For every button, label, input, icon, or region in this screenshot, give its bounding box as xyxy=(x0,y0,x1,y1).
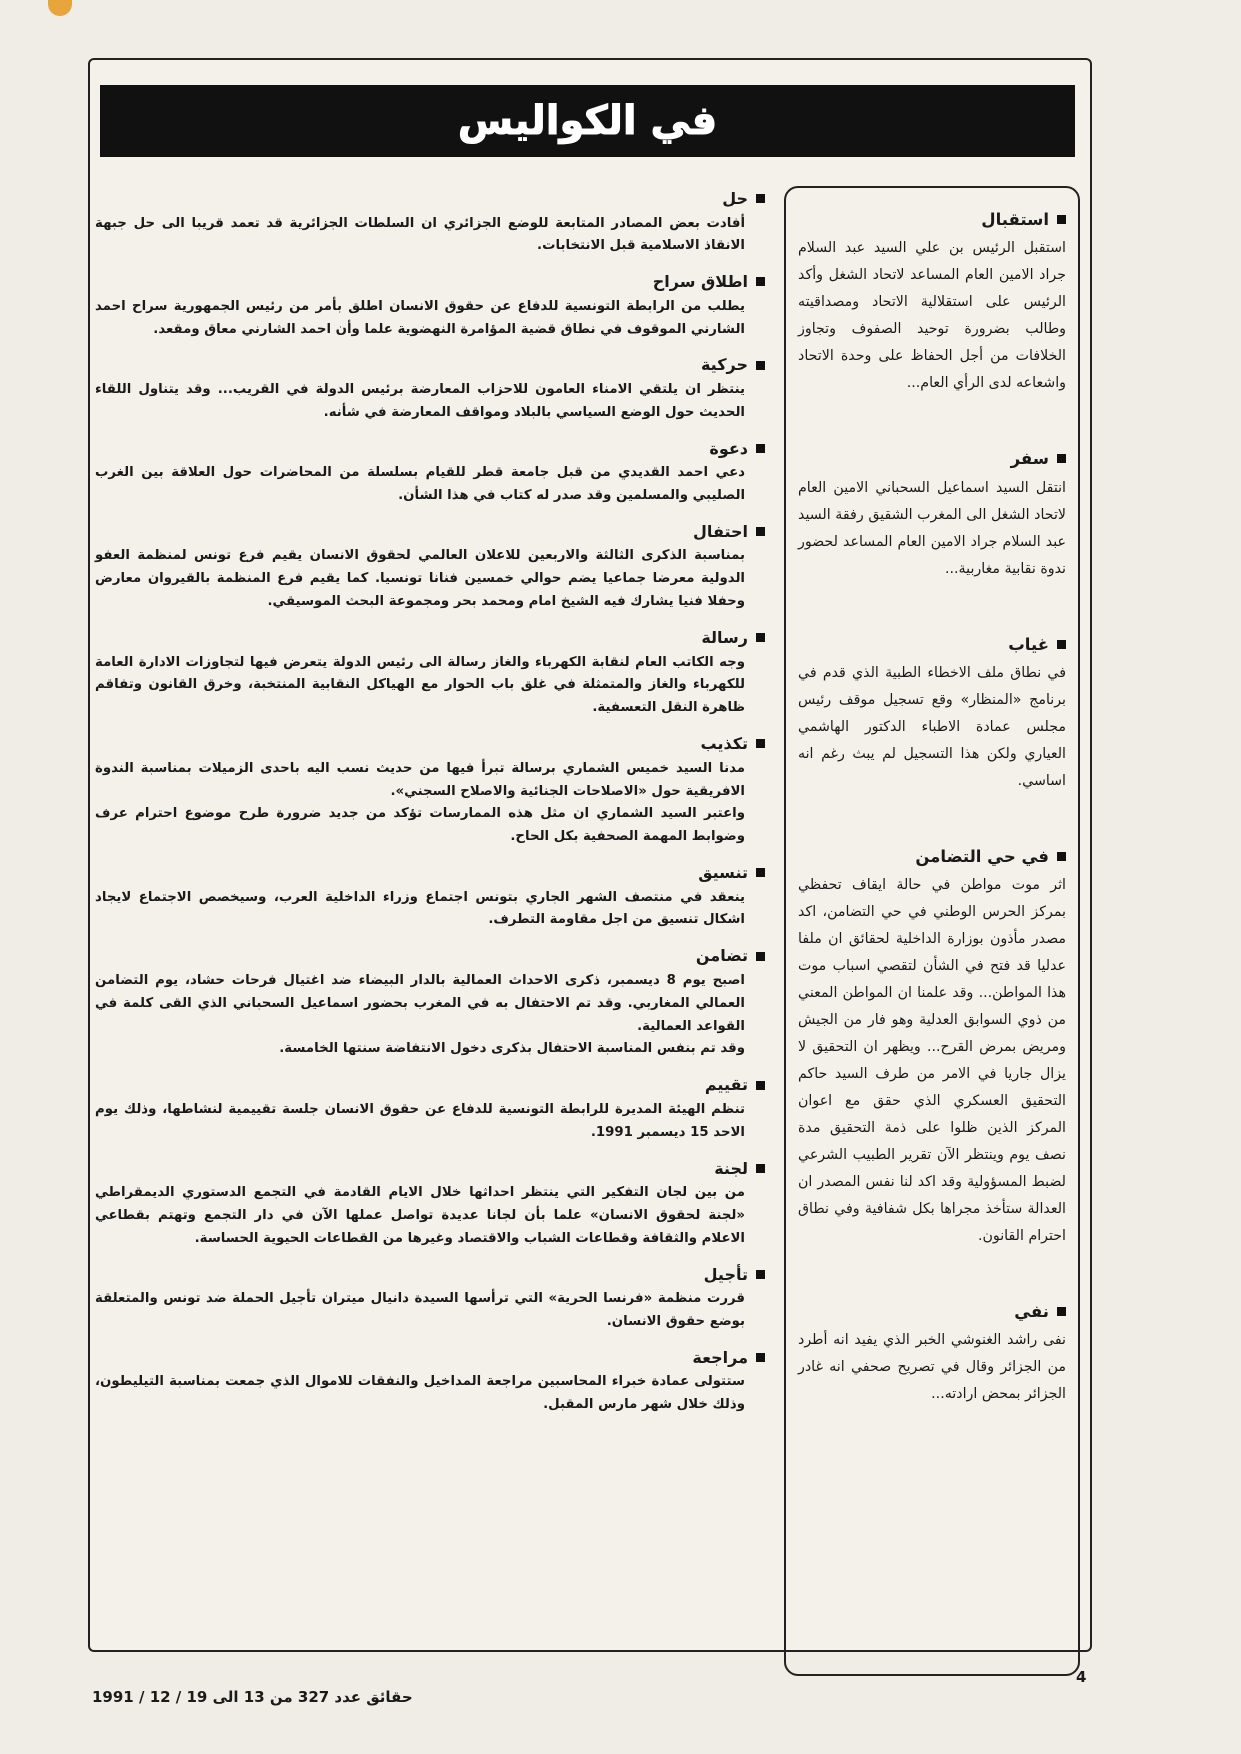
news-item xyxy=(95,624,765,720)
news-item-heading xyxy=(95,859,765,887)
square-bullet-icon xyxy=(1057,852,1066,861)
news-item xyxy=(95,859,765,932)
square-bullet-icon xyxy=(756,1270,765,1279)
news-item-body: واعتبر السيد الشماري ان مثل هذه الممارسات تؤكد من جديد ضرورة طرح موضوع احترام عرف وضوابط المهمة الصحفية بكل الحاح. xyxy=(95,806,745,845)
news-item-heading xyxy=(95,1071,765,1099)
news-item-body: ينعقد في منتصف الشهر الجاري بتونس اجتماع وزراء الداخلية العرب، وسيخصص الاجتماع لايجاد اشكال تنسيق من اجل مقاومة التطرف. xyxy=(95,889,745,928)
square-bullet-icon xyxy=(1057,215,1066,224)
square-bullet-icon xyxy=(756,361,765,370)
news-item xyxy=(95,1071,765,1144)
news-item xyxy=(95,1155,765,1251)
news-item-heading xyxy=(798,204,1066,235)
news-item xyxy=(95,435,765,508)
news-item xyxy=(95,1344,765,1417)
news-item-heading-text: مراجعة xyxy=(692,1347,748,1367)
news-item-heading xyxy=(798,841,1066,872)
section-title-bar xyxy=(100,85,1075,157)
news-item-heading xyxy=(798,629,1066,660)
news-item-heading xyxy=(95,185,765,213)
news-item-heading-text: احتفال xyxy=(693,521,748,541)
news-item-heading xyxy=(798,443,1066,474)
news-item-body: نفى راشد الغنوشي الخبر الذي يفيد انه أطرد من الجزائر وقال في تصريح صحفي انه غادر الجزائر بمحض ارادته... xyxy=(798,1332,1066,1403)
news-item-heading xyxy=(95,518,765,546)
news-item xyxy=(798,629,1066,795)
news-item xyxy=(798,1296,1066,1408)
square-bullet-icon xyxy=(756,1081,765,1090)
news-item-heading-text: تكذيب xyxy=(700,734,748,754)
news-item-heading-text: استقبال xyxy=(981,210,1049,229)
news-item xyxy=(95,351,765,424)
square-bullet-icon xyxy=(756,277,765,286)
square-bullet-icon xyxy=(756,444,765,453)
news-item-heading xyxy=(95,351,765,379)
news-item-body: دعي احمد القديدي من قبل جامعة قطر للقيام بسلسلة من المحاضرات حول العلاقة بين الغرب الصليبي والمسلمين وقد صدر له كتاب في هذا الشأن. xyxy=(95,465,745,504)
square-bullet-icon xyxy=(756,952,765,961)
news-item-heading xyxy=(95,1155,765,1183)
news-item-heading-text: اطلاق سراح xyxy=(652,272,748,292)
news-item xyxy=(95,730,765,849)
corner-tab-mark xyxy=(48,0,72,16)
news-item-heading xyxy=(798,1296,1066,1327)
news-item-heading-text: في حي التضامن xyxy=(915,846,1049,866)
news-item-heading xyxy=(95,942,765,970)
news-item-body: استقبل الرئيس بن علي السيد عبد السلام جراد الامين العام المساعد لاتحاد الشغل وأكد الرئيس على استقلالية الاتحاد ومصداقيته وطالب بضرورة توحيد الصفوف وتجاوز الخلافات من أجل الحفاظ على وحدة الاتحاد واشعاعه لدى الرأي العام... xyxy=(798,240,1066,392)
news-item-body: من بين لجان التفكير التي ينتظر احداثها خلال الايام القادمة في التجمع الدستوري الديمقراطي «لجنة لحقوق الانسان» علما بأن لجانا عديدة تواصل عملها الآن في دار التجمع وتهتم بقطاعي الاعلام والثقافة وقطاعات الشباب والاقتصاد وغيرها من القطاعات الحيوية الحساسة. xyxy=(95,1185,745,1246)
news-item-body: أفادت بعض المصادر المتابعة للوضع الجزائري ان السلطات الجزائرية قد تعمد قريبا الى حل جبهة الانقاذ الاسلامية قبل الانتخابات. xyxy=(95,215,745,254)
square-bullet-icon xyxy=(1057,640,1066,649)
square-bullet-icon xyxy=(756,527,765,536)
square-bullet-icon xyxy=(756,739,765,748)
news-item-body: وقد تم بنفس المناسبة الاحتفال بذكرى دخول الانتفاضة سنتها الخامسة. xyxy=(279,1041,745,1057)
news-item-body: بمناسبة الذكرى الثالثة والاربعين للاعلان العالمي لحقوق الانسان يقيم فرع تونس لمنظمة العفو الدولية معرضا جماعيا يضم حوالي خمسين فنانا تونسيا. كما يقيم فرع المنظمة بالقيروان معارض وحفلا فنيا يشارك فيه الشيخ امام ومحمد بحر ومجموعة البحث الموسيقي. xyxy=(95,548,745,610)
news-item-heading-text: سفر xyxy=(1010,449,1049,469)
news-item-heading xyxy=(95,730,765,758)
news-item-heading xyxy=(95,1261,765,1289)
page-number: 4 xyxy=(1076,1668,1087,1686)
news-item-heading-text: غياب xyxy=(1008,634,1049,654)
main-column xyxy=(95,185,765,1675)
news-item xyxy=(95,518,765,614)
news-item-body: اصبح يوم 8 ديسمبر، ذكرى الاحداث العمالية بالدار البيضاء ضد اغتيال فرحات حشاد، يوم التضامن العمالي المغاربي. وقد تم الاحتفال به في المغرب بحضور اسماعيل السحباني الذي القى كلمة في القواعد العمالية. xyxy=(95,972,745,1034)
news-item xyxy=(798,443,1066,582)
news-item-body: مدنا السيد خميس الشماري برسالة تبرأ فيها من حديث نسب اليه باحدى الزميلات بمناسبة الندوة الافريقية حول «الاصلاحات الجنائية والاصلاح السجني». xyxy=(95,760,745,799)
news-item-heading-text: دعوة xyxy=(709,438,748,458)
news-item-heading xyxy=(95,1344,765,1372)
news-item-heading-text: حل xyxy=(722,189,748,208)
news-item-heading-text: تنسيق xyxy=(698,863,748,883)
news-item-heading-text: تقييم xyxy=(704,1075,748,1095)
news-item-body: وجه الكاتب العام لنقابة الكهرباء والغاز رسالة الى رئيس الدولة يتعرض فيها لتجاوزات الادارة العامة للكهرباء والغاز والمتمثلة في غلق باب الحوار مع الهياكل النقابية المنتخبة، وخرق القانون وتفاقم ظاهرة النقل التعسفية. xyxy=(95,654,745,716)
square-bullet-icon xyxy=(756,868,765,877)
square-bullet-icon xyxy=(756,1353,765,1362)
square-bullet-icon xyxy=(756,633,765,642)
sidebar-column xyxy=(784,186,1080,1676)
news-item xyxy=(95,1261,765,1334)
news-item-body: انتقل السيد اسماعيل السحباني الامين العام لاتحاد الشغل الى المغرب الشقيق رفقة السيد عبد السلام جراد الامين العام المساعد لحضور ندوة نقابية مغاربية... xyxy=(798,479,1066,577)
square-bullet-icon xyxy=(1057,1307,1066,1316)
news-item xyxy=(95,268,765,341)
news-item xyxy=(798,204,1066,397)
news-item-heading-text: رسالة xyxy=(701,628,748,648)
news-item-body: اثر موت مواطن في حالة ايقاف تحفظي بمركز الحرس الوطني في حي التضامن، اكد مصدر مأذون بوزارة الداخلية لحقائق ان ملفا عدليا قد فتح في الشأن لتقصي اسباب موت هذا المواطن... وقد علمنا ان المواطن المعني من ذوي السوابق العدلية وهو فار من الجيش ومريض بمرض القرح... ويظهر ان التحقيق لا يزال جاريا في الامر من طرف السيد حاكم التحقيق العسكري الذي حقق مع اعوان المركز الذين ظلوا على ذمة التحقيق مدة نصف يوم وينتظر الآن تقرير الطبيب الشرعي لضبط المسؤولية وقد اكد لنا نفس المصدر ان العدالة ستأخذ مجراها بكل شفافية وفي نطاق احترام القانون. xyxy=(798,877,1066,1244)
news-item-body: ينتظر ان يلتقي الامناء العامون للاحزاب المعارضة برئيس الدولة في القريب... وقد يتناول اللقاء الحديث حول الوضع السياسي بالبلاد ومواقف المعارضة في شأنه. xyxy=(95,381,745,420)
news-item-heading xyxy=(95,624,765,652)
news-item-heading-text: لجنة xyxy=(714,1158,748,1178)
news-item-body: في نطاق ملف الاخطاء الطبية الذي قدم في برنامج «المنظار» وقع تسجيل موقف رئيس مجلس عمادة الاطباء الدكتور الهاشمي العياري ولكن هذا التسجيل لم يبث رغم انه اساسي. xyxy=(798,664,1066,789)
news-item-body: تنظم الهيئة المديرة للرابطة التونسية للدفاع عن حقوق الانسان جلسة تقييمية لنشاطها، وذلك يوم الاحد 15 ديسمبر 1991. xyxy=(95,1101,745,1140)
section-title: في الكواليس xyxy=(428,98,747,144)
news-item-body: يطلب من الرابطة التونسية للدفاع عن حقوق الانسان اطلق بأمر من رئيس الجمهورية سراح احمد الشارني الموقوف في نطاق قضية المؤامرة النهضوية علما وأن احمد الشارني معاق ومقعد. xyxy=(95,298,745,337)
news-item-heading-text: نفي xyxy=(1014,1301,1049,1321)
news-item xyxy=(95,942,765,1061)
square-bullet-icon xyxy=(1057,454,1066,463)
news-item-heading-text: تضامن xyxy=(695,946,748,966)
news-item-heading xyxy=(95,268,765,296)
news-item-heading xyxy=(95,435,765,463)
issue-footer: حقائق عدد 327 من 13 الى 19 / 12 / 1991 xyxy=(92,1688,413,1706)
news-item-body: قررت منظمة «فرنسا الحرية» التي ترأسها السيدة دانيال ميتران تأجيل الحملة ضد تونس والمتعلقة بوضع حقوق الانسان. xyxy=(95,1291,745,1329)
news-item-body: ستتولى عمادة خبراء المحاسبين مراجعة المداخيل والنفقات للاموال الذي جمعت بمناسبة التيليطون، وذلك خلال شهر مارس المقبل. xyxy=(95,1374,745,1413)
news-item xyxy=(798,841,1066,1250)
news-item xyxy=(95,185,765,258)
news-item-heading-text: حركية xyxy=(700,355,748,375)
square-bullet-icon xyxy=(756,1164,765,1173)
square-bullet-icon xyxy=(756,194,765,203)
news-item-heading-text: تأجيل xyxy=(703,1264,748,1284)
